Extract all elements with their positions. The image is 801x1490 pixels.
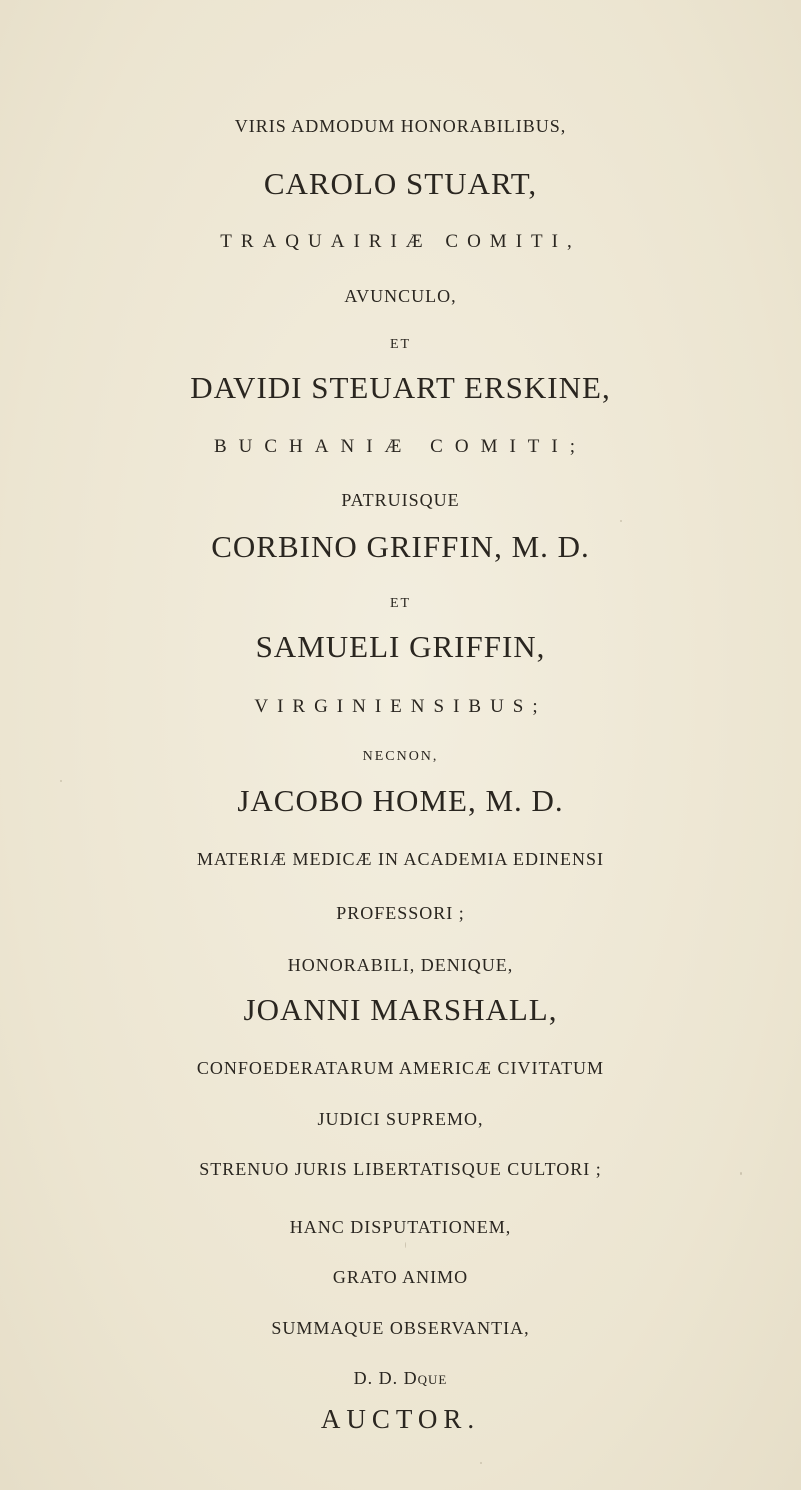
dedicatee-name-jacobo-home: JACOBO HOME, M. D. xyxy=(237,783,564,818)
dedicatee-title-confoederatarum: CONFOEDERATARUM AMERICÆ CIVITATUM xyxy=(196,1058,605,1078)
dedicatee-title-materiae-medicae: MATERIÆ MEDICÆ IN ACADEMIA EDINENSI xyxy=(197,849,604,869)
dedicatee-name-carolo-stuart: CAROLO STUART, xyxy=(263,166,538,201)
dedicatee-name-samueli-griffin: SAMUELI GRIFFIN, xyxy=(255,629,546,664)
dedicatee-title-buchaniae: BUCHANIÆ COMITI; xyxy=(213,436,588,457)
conjunction-et: ET xyxy=(389,337,412,352)
paper-speck xyxy=(740,1172,742,1175)
conjunction-necnon: NECNON, xyxy=(362,749,439,764)
relation-honorabili-denique: HONORABILI, DENIQUE, xyxy=(287,955,514,975)
dedicatee-name-davidi-steuart-erskine: DAVIDI STEUART ERSKINE, xyxy=(190,370,611,405)
closing-summaque-observantia: SUMMAQUE OBSERVANTIA, xyxy=(271,1318,530,1338)
paper-speck xyxy=(620,520,622,522)
dedicatee-title-judici-supremo: JUDICI SUPREMO, xyxy=(317,1109,484,1129)
dedicatee-title-traquairiae: TRAQUAIRIÆ COMITI, xyxy=(220,231,581,252)
paper-speck xyxy=(405,1242,406,1248)
dedicatee-name-joanni-marshall: JOANNI MARSHALL, xyxy=(243,992,558,1027)
author-signature-auctor: AUCTOR. xyxy=(320,1404,481,1434)
closing-dd-dque: D. D. Dque xyxy=(353,1368,448,1388)
conjunction-et: ET xyxy=(389,596,412,611)
paper-speck xyxy=(480,1462,482,1464)
paper-speck xyxy=(60,780,62,782)
dedicatee-name-corbino-griffin: CORBINO GRIFFIN, M. D. xyxy=(211,529,590,564)
relation-avunculo: AVUNCULO, xyxy=(344,286,457,306)
closing-hanc-disputationem: HANC DISPUTATIONEM, xyxy=(289,1217,512,1237)
relation-virginiensibus: VIRGINIENSIBUS; xyxy=(254,696,547,717)
relation-patruisque: PATRUISQUE xyxy=(341,490,460,510)
closing-grato-animo: GRATO ANIMO xyxy=(332,1267,469,1287)
dedicatee-title-professori: PROFESSORI ; xyxy=(336,903,465,923)
dedication-heading: VIRIS ADMODUM HONORABILIBUS, xyxy=(234,116,567,136)
dedicatee-title-strenuo-cultori: STRENUO JURIS LIBERTATISQUE CULTORI ; xyxy=(199,1159,602,1179)
